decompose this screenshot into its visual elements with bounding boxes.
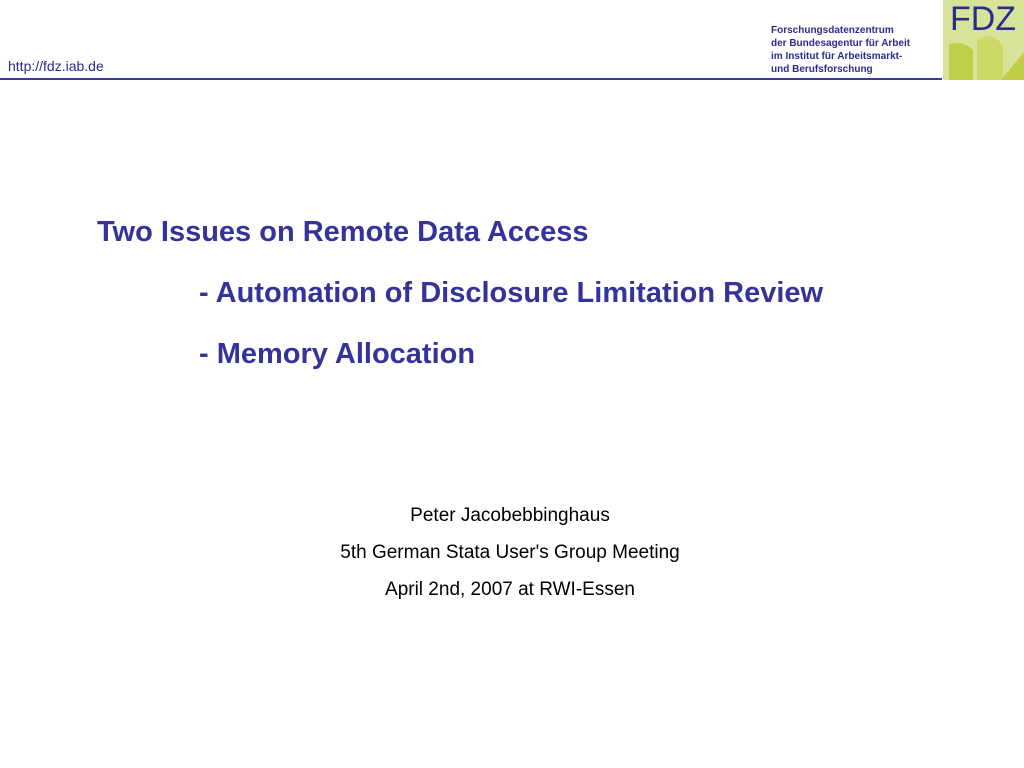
institute-line: und Berufsforschung (771, 64, 873, 75)
event-name: 5th German Stata User's Group Meeting (340, 542, 680, 563)
event-date-place: April 2nd, 2007 at RWI-Essen (385, 579, 635, 600)
author-name: Peter Jacobebbinghaus (410, 505, 610, 526)
header-divider (0, 78, 942, 80)
fdz-logo-graphic (943, 0, 1024, 80)
logo-text: FDZ (949, 0, 1017, 38)
slide-subtitle: - Memory Allocation (199, 338, 476, 370)
institute-name (771, 24, 941, 76)
institute-line: der Bundesagentur für Arbeit (771, 38, 911, 49)
institute-line: im Institut für Arbeitsmarkt- (771, 51, 903, 62)
institute-line: Forschungsdatenzentrum (771, 25, 894, 36)
fdz-logo (943, 0, 1024, 80)
slide-subtitle: - Automation of Disclosure Limitation Review (199, 277, 824, 309)
header-url-link[interactable]: http://fdz.iab.de (8, 58, 104, 74)
slide-title: Two Issues on Remote Data Access (97, 216, 589, 248)
